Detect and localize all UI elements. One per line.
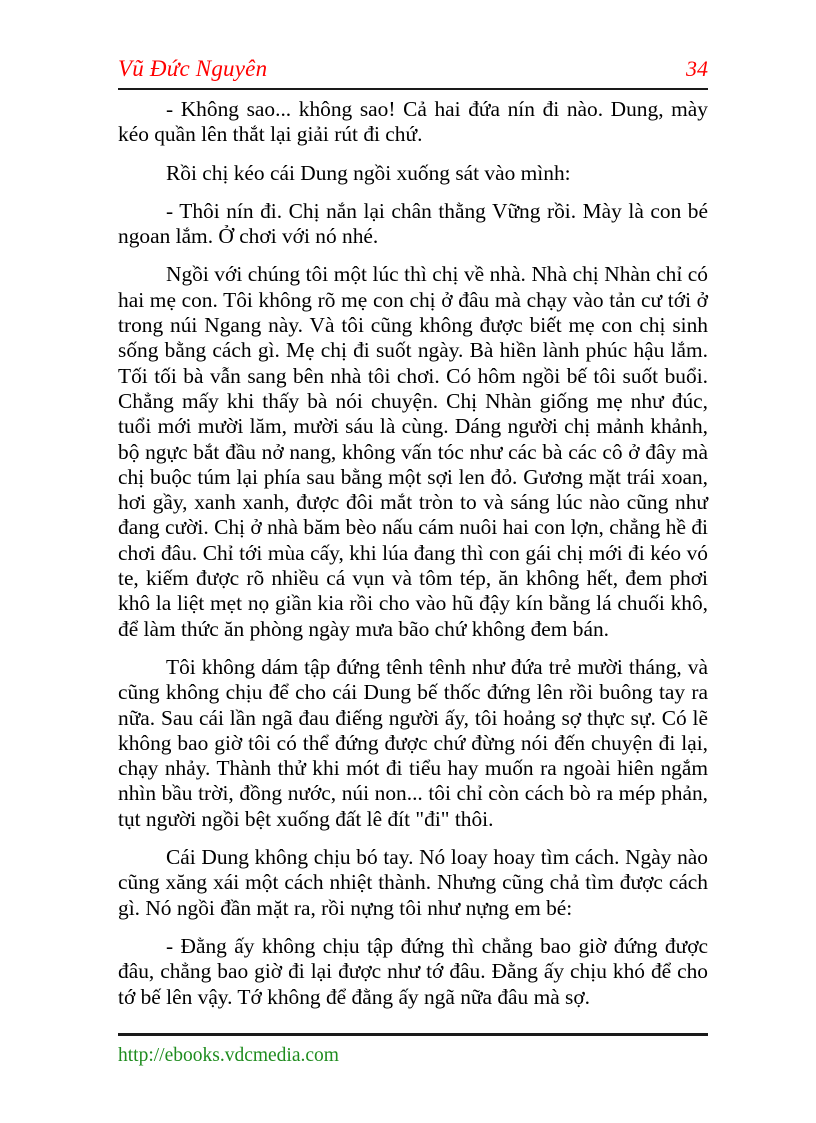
- footer-ebook-url-link[interactable]: http://ebooks.vdcmedia.com: [118, 1045, 339, 1066]
- page-number: 34: [686, 56, 708, 81]
- page-header: [118, 56, 708, 90]
- paragraph: - Không sao... không sao! Cả hai đứa nín đi nào. Dung, mày kéo quần lên thắt lại giải rút đi chứ.: [118, 97, 708, 147]
- paragraph: - Đằng ấy không chịu tập đứng thì chẳng bao giờ đứng được đâu, chẳng bao giờ đi lại được như tớ đâu. Đằng ấy chịu khó để cho tớ bế lên vậy. Tớ không để đằng ấy ngã nữa đâu mà sợ.: [118, 933, 708, 1009]
- paragraph: Ngồi với chúng tôi một lúc thì chị về nhà. Nhà chị Nhàn chỉ có hai mẹ con. Tôi không rõ mẹ con chị ở đâu mà chạy vào tản cư tới ở trong núi Ngang này. Và tôi cũng không được biết mẹ con chị sinh sống bằng cách gì. Mẹ chị đi suốt ngày. Bà hiền lành phúc hậu lắm. Tối tối bà vẫn sang bên nhà tôi chơi. Có hôm ngồi bế tôi suốt buổi. Chẳng mấy khi thấy bà nói chuyện. Chị Nhàn giống mẹ như đúc, tuổi mới mười lăm, mười sáu là cùng. Dáng người chị mảnh khảnh, bộ ngực bắt đầu nở nang, không vấn tóc như các bà các cô ở đây mà chị buộc túm lại phía sau bằng một sợi len đỏ. Gương mặt trái xoan, hơi gầy, xanh xanh, được đôi mắt tròn to và sáng lúc nào cũng như đang cười. Chị ở nhà băm bèo nấu cám nuôi hai con lợn, chẳng hề đi chơi đâu. Chỉ tới mùa cấy, khi lúa đang thì con gái chị mới đi kéo vó te, kiếm được rõ nhiều cá vụn và tôm tép, ăn không hết, đem phơi khô la liệt mẹt nọ giần kia rồi cho vào hũ đậy kín bằng lá chuối khô, để làm thức ăn phòng ngày mưa bão chứ không đem bán.: [118, 262, 708, 641]
- paragraph: - Thôi nín đi. Chị nắn lại chân thằng Vững rồi. Mày là con bé ngoan lắm. Ở chơi với nó nhé.: [118, 198, 708, 249]
- paragraph: Rồi chị kéo cái Dung ngồi xuống sát vào mình:: [166, 160, 571, 185]
- page-footer: [118, 1033, 708, 1067]
- paragraph: Tôi không dám tập đứng tênh tênh như đứa trẻ mười tháng, và cũng không chịu để cho cái Dung bế thốc đứng lên rồi buông tay ra nữa. Sau cái lần ngã đau điếng người ấy, tôi hoảng sợ thực sự. Có lẽ không bao giờ tôi có thể đứng được chứ đừng nói đến chuyện đi lại, chạy nhảy. Thành thử khi mót đi tiểu hay muốn ra ngoài hiên ngắm nhìn bầu trời, đồng nước, núi non... tôi chỉ còn cách bò ra mép phản, tụt người ngồi bệt xuống đất lê đít "đi" thôi.: [118, 654, 708, 831]
- paragraph: Cái Dung không chịu bó tay. Nó loay hoay tìm cách. Ngày nào cũng xăng xái một cách nhiệt thành. Nhưng cũng chả tìm được cách gì. Nó ngồi đần mặt ra, rồi nựng tôi như nựng em bé:: [118, 845, 708, 920]
- author-name: Vũ Đức Nguyên: [118, 56, 268, 81]
- page-body-text: [118, 97, 708, 1023]
